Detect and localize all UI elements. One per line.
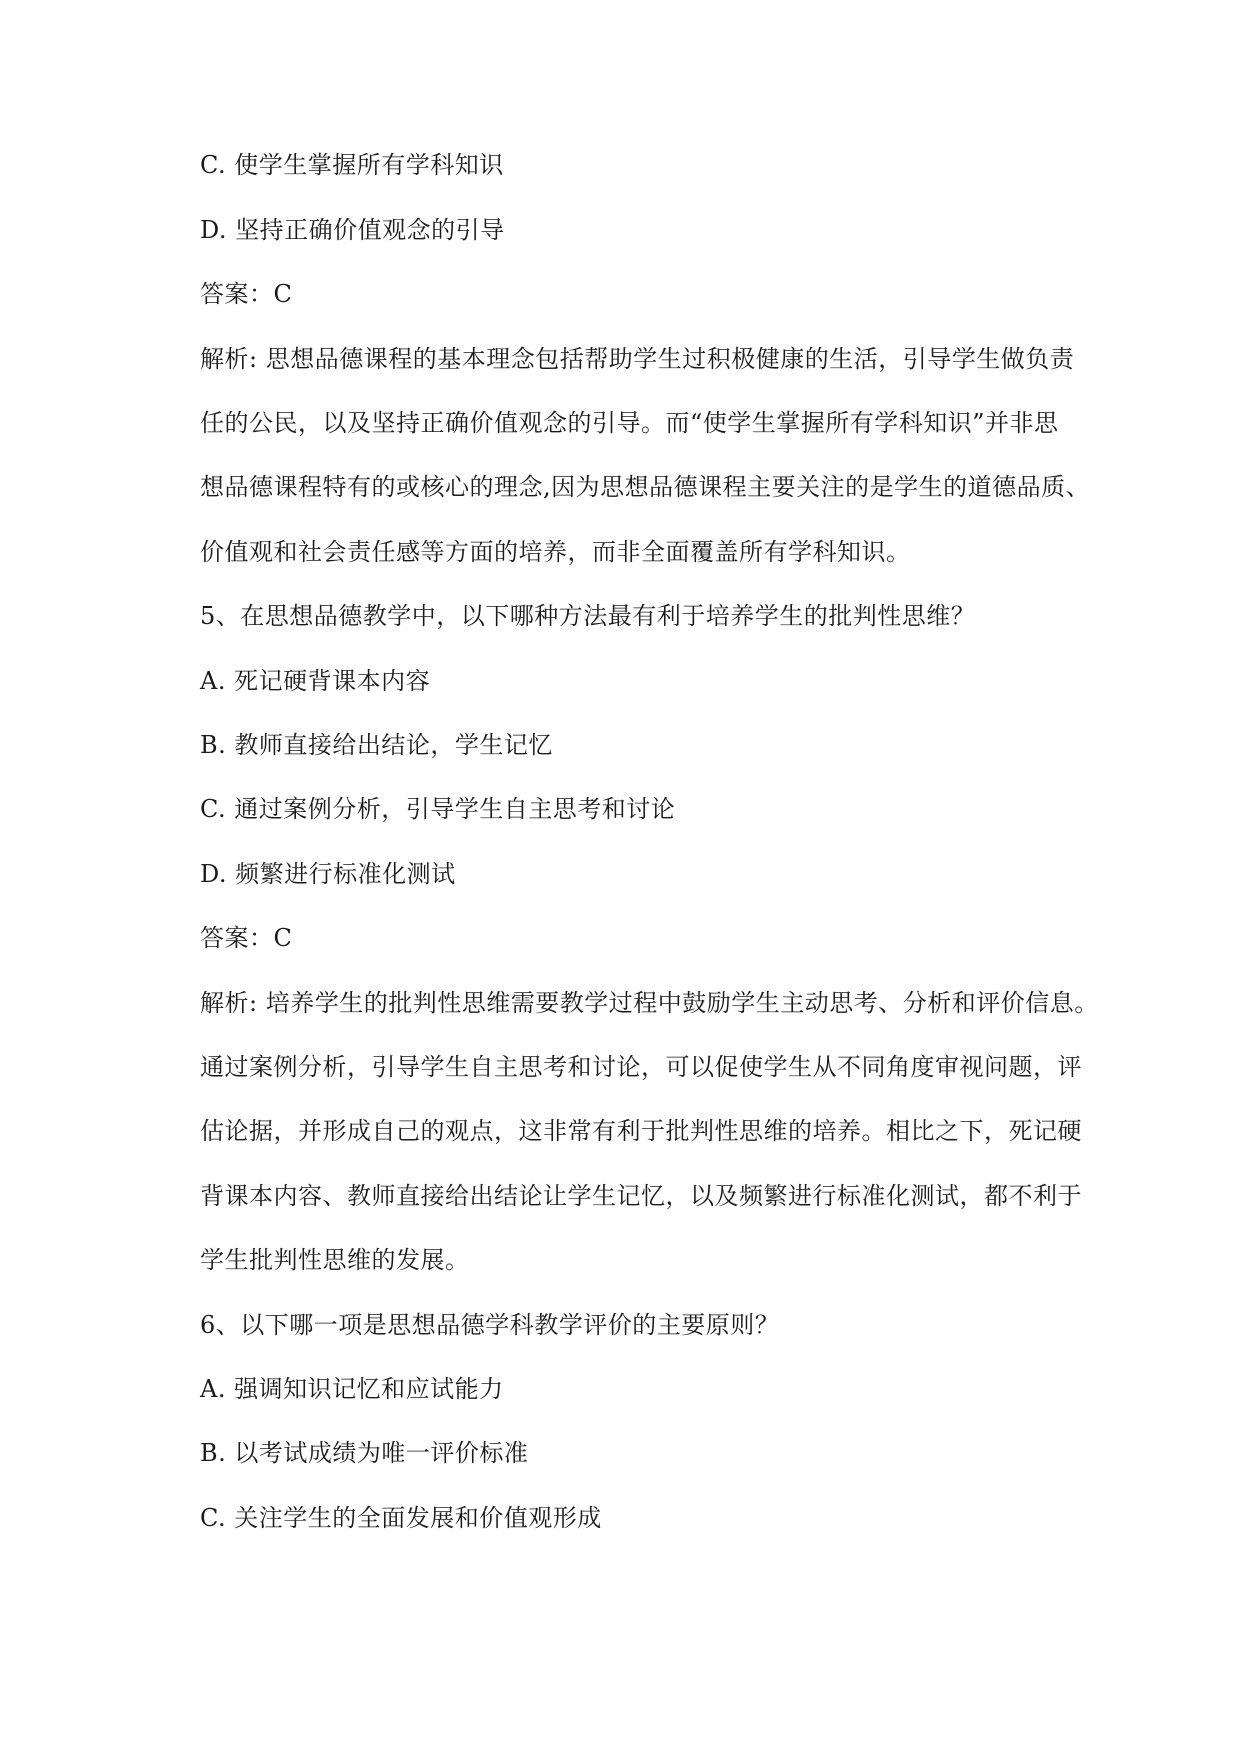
- explanation-q5-line-4: 背课本内容、教师直接给出结论让学生记忆，以及频繁进行标准化测试，都不利于: [200, 1182, 1082, 1210]
- explanation-q4-line-3: 想品德课程特有的或核心的理念,因为思想品德课程主要关注的是学生的道德品质、: [200, 473, 1091, 501]
- explanation-q5-line-2: 通过案例分析，引导学生自主思考和讨论，可以促使学生从不同角度审视问题，评: [200, 1053, 1082, 1081]
- option-d-q5: D. 频繁进行标准化测试: [200, 860, 456, 888]
- answer-q5: 答案：C: [200, 924, 293, 952]
- option-d-q4: D. 坚持正确价值观念的引导: [200, 216, 505, 244]
- explanation-q4-line-4: 价值观和社会责任感等方面的培养，而非全面覆盖所有学科知识。: [200, 538, 911, 566]
- question-5: 5、在思想品德教学中，以下哪种方法最有利于培养学生的批判性思维？: [200, 602, 976, 630]
- explanation-q4-line-2: 任的公民，以及坚持正确价值观念的引导。而“使学生掌握所有学科知识”并非思: [200, 409, 1059, 437]
- answer-q4: 答案：C: [200, 280, 293, 308]
- option-c-q6: C. 关注学生的全面发展和价值观形成: [200, 1504, 602, 1532]
- option-b-q5: B. 教师直接给出结论，学生记忆: [200, 731, 553, 759]
- explanation-q5-line-5: 学生批判性思维的发展。: [200, 1246, 470, 1274]
- option-c-q5: C. 通过案例分析，引导学生自主思考和讨论: [200, 795, 676, 823]
- explanation-q5-line-1: 解析: 培养学生的批判性思维需要教学过程中鼓励学生主动思考、分析和评价信息。: [200, 989, 1099, 1017]
- option-b-q6: B. 以考试成绩为唯一评价标准: [200, 1439, 529, 1467]
- option-c-q4: C. 使学生掌握所有学科知识: [200, 151, 504, 179]
- explanation-q4-line-1: 解析: 思想品德课程的基本理念包括帮助学生过积极健康的生活，引导学生做负责: [200, 345, 1075, 373]
- option-a-q6: A. 强调知识记忆和应试能力: [200, 1375, 504, 1403]
- explanation-q5-line-3: 估论据，并形成自己的观点，这非常有利于批判性思维的培养。相比之下，死记硬: [200, 1117, 1082, 1145]
- question-6: 6、以下哪一项是思想品德学科教学评价的主要原则？: [200, 1311, 780, 1339]
- option-a-q5: A. 死记硬背课本内容: [200, 667, 431, 695]
